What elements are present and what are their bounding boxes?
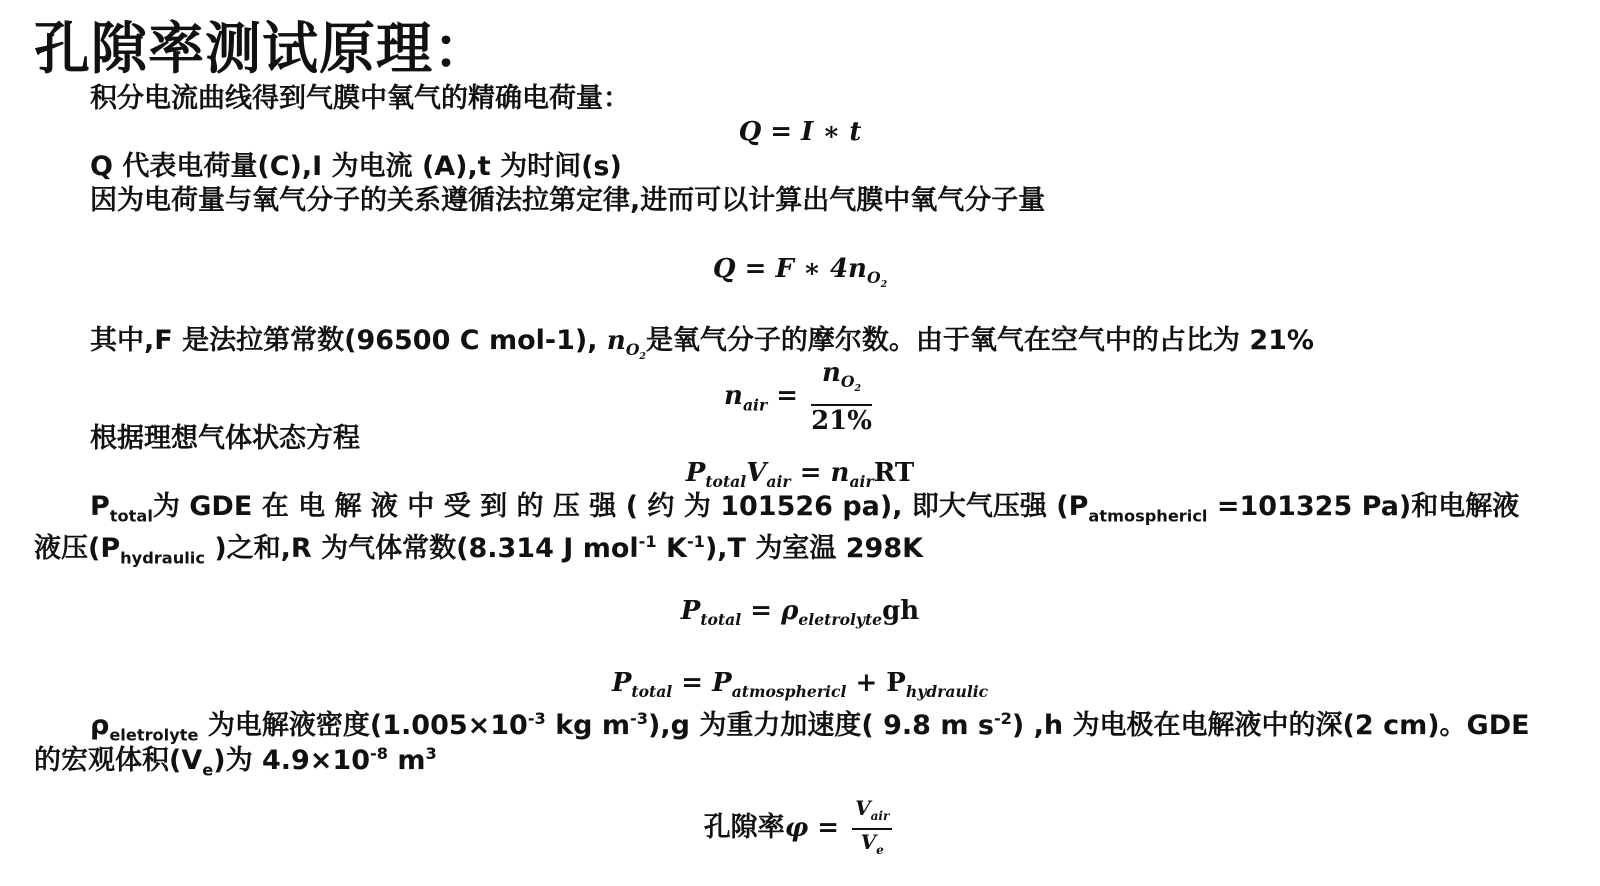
fraction-porosity: $\frac{V_{air}}{V_e}$ [852, 796, 892, 862]
text-line-5: 根据理想气体状态方程 [90, 423, 360, 454]
equation-porosity: 孔隙率φ = $\frac{V_{air}}{V_e}$ [0, 796, 1600, 862]
equation-ideal-gas: $P_{total}V_{air} = n_{air}RT$ [685, 458, 915, 492]
equation-charge: Q = I ∗ t [738, 117, 862, 147]
text-line-2: Q 代表电荷量(C),I 为电流 (A),t 为时间(s) [90, 151, 622, 182]
fraction-n-air: $\frac{n_{O_2}}{21\%}$ [811, 358, 872, 437]
equation-pressure-sum: $P_{total} = P_{atmosphericl} + P_{hydraulic}$ [611, 668, 989, 702]
equation-n-air: $n_{air}$ = $\frac{n_{O_2}}{21\%}$ [724, 358, 872, 437]
text-line-8: $\rho_{eletrolyte}$ 为电解液密度($1.005\times 10^{-3}$ kg $m^{-3}),g$ 为重力加速度( 9.8 m $s^{-2}$) ,h 为电极在电解液中的深(2 cm)。GDE [90, 709, 1530, 745]
text-line-7: 液压($P_{hydraulic}$ )之和,R 为气体常数(8.314 J mol$^{-1}$ $K^{-1}),T$ 为室温 298K [34, 532, 924, 568]
text-line-4: 其中,F 是法拉第常数(96500 C mol-1), $n_{O_2}$是氧气分子的摩尔数。由于氧气在空气中的占比为 21% [90, 325, 1314, 363]
equation-pressure-density: $P_{total} = \rho_{eletrolyte}gh$ [680, 596, 920, 630]
text-line-3: 因为电荷量与氧气分子的关系遵循法拉第定律,进而可以计算出气膜中氧气分子量 [90, 185, 1046, 216]
n-o2-inline: $n_{O_2}$ [606, 326, 646, 363]
equation-faraday: Q = F ∗ $4n_{O_2}$ [712, 254, 888, 291]
slide-title: 孔隙率测试原理： [34, 17, 490, 82]
text-line-9: 的宏观体积$(V_e)$为 $4.9\times 10^{-8}$ $m^3$ [34, 744, 437, 780]
text-line-1: 积分电流曲线得到气膜中氧气的精确电荷量： [90, 83, 630, 114]
text-line-6: $P_{total}$为 GDE 在 电 解 液 中 受 到 的 压 强 ( 约 为 101526 pa), 即大气压强 ($P_{atmosphericl} =101325$ Pa)和电解液 [90, 491, 1520, 526]
